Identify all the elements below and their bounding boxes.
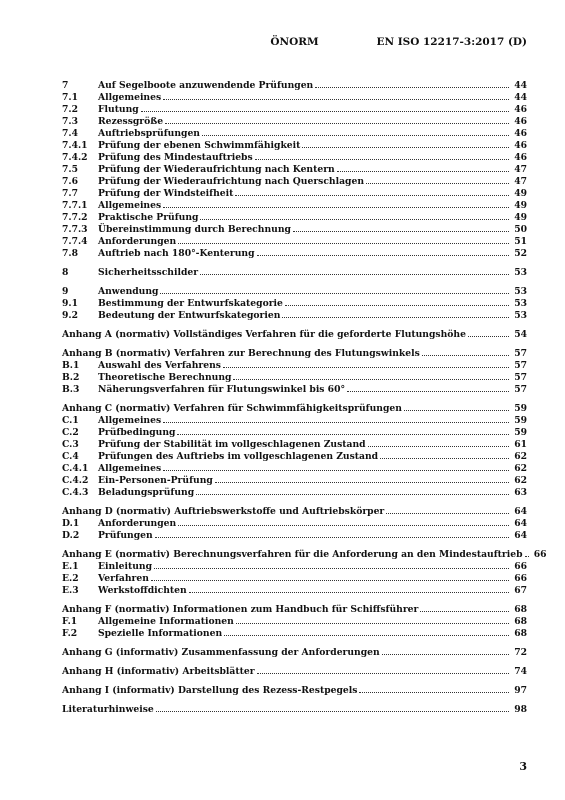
toc-entry-title: Spezielle Informationen — [98, 628, 223, 639]
toc-entry-title: Prüfbedingung — [98, 427, 176, 438]
toc-entry-page: 57 — [514, 360, 527, 371]
toc-entry[interactable] — [62, 247, 527, 259]
toc-leader-dots — [368, 438, 509, 447]
toc-entry-number: C.4.3 — [62, 487, 89, 498]
toc-entry-title: Anhang E (normativ) Berechnungsverfahren für die Anforderung an den Mindestauftrieb — [62, 549, 523, 560]
toc-entry-number: 7.4.2 — [62, 152, 88, 163]
toc-entry-title: Anhang A (normativ) Vollständiges Verfahren für die geforderte Flutungshöhe — [62, 329, 466, 340]
toc-leader-dots — [404, 402, 509, 411]
toc-entry[interactable] — [62, 548, 547, 560]
toc-entry-title: Anforderungen — [98, 236, 177, 247]
toc-entry-number: 7.8 — [62, 248, 78, 259]
toc-entry-title: Anhang C (normativ) Verfahren für Schwimmfähigkeitsprüfungen — [62, 403, 402, 414]
toc-entry-page: 49 — [514, 188, 527, 199]
toc-entry-page: 57 — [514, 348, 527, 359]
toc-entry[interactable] — [62, 163, 527, 175]
toc-entry-number: 7.1 — [62, 92, 78, 103]
toc-entry-title: Näherungsverfahren für Flutungswinkel bis 60° — [98, 384, 346, 395]
toc-entry-page: 50 — [514, 224, 527, 235]
toc-entry-title: Prüfung der Wiederaufrichtung nach Kentern — [98, 164, 335, 175]
toc-entry-number: E.1 — [62, 561, 79, 572]
toc-entry-title: Prüfung der Wiederaufrichtung nach Querschlagen — [98, 176, 365, 187]
toc-entry[interactable] — [62, 560, 527, 572]
toc-entry-page: 52 — [514, 248, 527, 259]
toc-leader-dots — [347, 383, 509, 392]
toc-leader-dots — [178, 235, 509, 244]
toc-leader-dots — [160, 285, 509, 294]
toc-entry-title: Allgemeines — [98, 463, 162, 474]
toc-entry[interactable] — [62, 684, 527, 696]
toc-leader-dots — [525, 548, 529, 557]
toc-entry-page: 46 — [514, 152, 527, 163]
toc-entry-page: 67 — [514, 585, 527, 596]
toc-entry-title: Literaturhinweise — [62, 704, 154, 715]
toc-entry[interactable] — [62, 223, 527, 235]
toc-leader-dots — [141, 103, 509, 112]
toc-entry-page: 49 — [514, 212, 527, 223]
toc-leader-dots — [178, 517, 509, 526]
toc-entry-page: 66 — [514, 573, 527, 584]
toc-entry-page: 57 — [514, 372, 527, 383]
toc-entry-page: 62 — [514, 475, 527, 486]
toc-entry-page: 66 — [514, 561, 527, 572]
toc-leader-dots — [386, 505, 509, 514]
toc-entry-title: Bedeutung der Entwurfskategorien — [98, 310, 281, 321]
toc-leader-dots — [202, 127, 509, 136]
toc-entry-title: Verfahren — [98, 573, 149, 584]
toc-entry-title: Prüfung der Windsteifheit — [98, 188, 234, 199]
toc-entry[interactable] — [62, 603, 527, 615]
toc-entry-title: Allgemeines — [98, 200, 162, 211]
toc-entry-page: 46 — [514, 116, 527, 127]
toc-leader-dots — [285, 297, 509, 306]
toc-entry[interactable] — [62, 517, 527, 529]
toc-leader-dots — [165, 115, 509, 124]
toc-entry-title: Anhang D (normativ) Auftriebswerkstoffe und Auftriebskörper — [62, 506, 385, 517]
toc-entry-title: Bestimmung der Entwurfskategorie — [98, 298, 283, 309]
toc-entry-number: B.1 — [62, 360, 80, 371]
toc-leader-dots — [420, 603, 509, 612]
toc-entry-page: 72 — [514, 647, 527, 658]
toc-entry-number: C.4.1 — [62, 463, 89, 474]
toc-entry-page: 66 — [533, 549, 547, 560]
toc-entry-number: B.3 — [62, 384, 80, 395]
toc-entry-title: Auftriebsprüfungen — [98, 128, 200, 139]
toc-leader-dots — [154, 560, 509, 569]
toc-entry-title: Beladungsprüfung — [98, 487, 195, 498]
toc-entry-page: 46 — [514, 104, 527, 115]
toc-leader-dots — [366, 175, 509, 184]
toc-entry-page: 64 — [514, 530, 527, 541]
toc-entry-number: 7.7 — [62, 188, 78, 199]
toc-leader-dots — [380, 450, 509, 459]
toc-entry-number: 7.7.4 — [62, 236, 88, 247]
toc-leader-dots — [163, 91, 509, 100]
toc-leader-dots — [163, 199, 509, 208]
toc-entry[interactable] — [62, 414, 527, 426]
toc-entry-number: 7.2 — [62, 104, 78, 115]
toc-entry-number: 7.4.1 — [62, 140, 88, 151]
page-number: 3 — [519, 760, 527, 773]
toc-entry-page: 62 — [514, 451, 527, 462]
toc-entry[interactable] — [62, 462, 527, 474]
toc-leader-dots — [163, 462, 509, 471]
toc-entry-number: 9 — [62, 286, 69, 297]
toc-entry-title: Werkstoffdichten — [98, 585, 187, 596]
toc-entry-page: 59 — [514, 415, 527, 426]
toc-entry[interactable] — [62, 383, 527, 395]
toc-leader-dots — [315, 79, 509, 88]
toc-entry[interactable] — [62, 646, 527, 658]
toc-entry-title: Prüfung der ebenen Schwimmfähigkeit — [98, 140, 301, 151]
toc-entry-title: Anhang H (informativ) Arbeitsblätter — [62, 666, 255, 677]
toc-entry[interactable] — [62, 211, 527, 223]
toc-entry-page: 47 — [514, 176, 527, 187]
toc-entry[interactable] — [62, 328, 527, 340]
toc-entry-number: C.4.2 — [62, 475, 89, 486]
toc-entry[interactable] — [62, 627, 527, 639]
toc-leader-dots — [224, 627, 509, 636]
toc-entry[interactable] — [62, 266, 527, 278]
page-header — [62, 36, 527, 52]
toc-leader-dots — [189, 584, 509, 593]
toc-entry-number: 7 — [62, 80, 69, 91]
header-standard-body: ÖNORM — [270, 36, 319, 48]
toc-entry-title: Allgemeines — [98, 415, 162, 426]
toc-entry-title: Anhang B (normativ) Verfahren zur Berechnung des Flutungswinkels — [62, 348, 420, 359]
toc-leader-dots — [215, 474, 509, 483]
toc-entry-title: Einleitung — [98, 561, 153, 572]
toc-entry[interactable] — [62, 79, 527, 91]
toc-entry-number: 7.4 — [62, 128, 78, 139]
toc-entry-title: Auswahl des Verfahrens — [98, 360, 221, 371]
toc-entry-page: 64 — [514, 518, 527, 529]
toc-entry-title: Anwendung — [98, 286, 159, 297]
toc-leader-dots — [382, 646, 509, 655]
toc-entry-title: Theoretische Berechnung — [98, 372, 232, 383]
toc-leader-dots — [236, 615, 509, 624]
toc-entry-page: 63 — [514, 487, 527, 498]
toc-leader-dots — [233, 371, 509, 380]
toc-entry[interactable] — [62, 187, 527, 199]
toc-leader-dots — [302, 139, 509, 148]
toc-entry-page: 44 — [514, 92, 527, 103]
toc-leader-dots — [282, 309, 509, 318]
toc-entry-number: D.1 — [62, 518, 80, 529]
toc-entry-page: 53 — [514, 267, 527, 278]
toc-entry-number: 7.5 — [62, 164, 78, 175]
toc-entry[interactable] — [62, 505, 527, 517]
toc-leader-dots — [255, 151, 509, 160]
header-document-id: EN ISO 12217-3:2017 (D) — [376, 36, 527, 48]
toc-entry-page: 46 — [514, 140, 527, 151]
toc-entry-page: 59 — [514, 427, 527, 438]
toc-entry-page: 74 — [514, 666, 527, 677]
toc-entry[interactable] — [62, 103, 527, 115]
toc-entry[interactable] — [62, 402, 527, 414]
toc-entry-page: 64 — [514, 506, 527, 517]
toc-entry[interactable] — [62, 297, 527, 309]
toc-leader-dots — [177, 426, 509, 435]
toc-entry-title: Auf Segelboote anzuwendende Prüfungen — [98, 80, 314, 91]
toc-entry-page: 44 — [514, 80, 527, 91]
toc-entry[interactable] — [62, 151, 527, 163]
toc-entry-page: 62 — [514, 463, 527, 474]
toc-entry[interactable] — [62, 572, 527, 584]
toc-entry-title: Anhang F (normativ) Informationen zum Handbuch für Schiffsführer — [62, 604, 419, 615]
toc-entry[interactable] — [62, 139, 527, 151]
toc-entry[interactable] — [62, 359, 527, 371]
toc-entry-page: 68 — [514, 604, 527, 615]
toc-entry[interactable] — [62, 285, 527, 297]
toc-entry[interactable] — [62, 529, 527, 541]
toc-leader-dots — [337, 163, 509, 172]
toc-entry[interactable] — [62, 371, 527, 383]
toc-entry-page: 49 — [514, 200, 527, 211]
toc-leader-dots — [163, 414, 509, 423]
toc-entry-number: C.1 — [62, 415, 79, 426]
toc-entry-page: 46 — [514, 128, 527, 139]
toc-entry-number: 7.6 — [62, 176, 78, 187]
toc-entry-number: B.2 — [62, 372, 80, 383]
toc-entry[interactable] — [62, 584, 527, 596]
toc-entry-title: Auftrieb nach 180°-Kenterung — [98, 248, 255, 259]
toc-entry[interactable] — [62, 91, 527, 103]
toc-entry-title: Prüfungen des Auftriebs im vollgeschlagenen Zustand — [98, 451, 379, 462]
toc-entry-page: 47 — [514, 164, 527, 175]
toc-leader-dots — [235, 187, 509, 196]
toc-entry-page: 61 — [514, 439, 527, 450]
toc-entry-title: Prüfung der Stabilität im vollgeschlagenen Zustand — [98, 439, 366, 450]
toc-entry[interactable] — [62, 703, 527, 715]
toc-entry[interactable] — [62, 438, 527, 450]
toc-entry-title: Allgemeines — [98, 92, 162, 103]
toc-entry[interactable] — [62, 486, 527, 498]
toc-leader-dots — [257, 665, 509, 674]
toc-entry-title: Übereinstimmung durch Berechnung — [98, 224, 291, 235]
toc-entry-page: 53 — [514, 310, 527, 321]
toc-entry[interactable] — [62, 426, 527, 438]
toc-entry-number: F.1 — [62, 616, 78, 627]
toc-entry-page: 53 — [514, 286, 527, 297]
toc-entry-number: 7.7.2 — [62, 212, 88, 223]
toc-leader-dots — [223, 359, 509, 368]
toc-entry[interactable] — [62, 175, 527, 187]
toc-entry-number: 8 — [62, 267, 69, 278]
toc-entry[interactable] — [62, 450, 527, 462]
toc-entry-title: Prüfungen — [98, 530, 153, 541]
toc-entry-page: 51 — [514, 236, 527, 247]
toc-entry-title: Anhang G (informativ) Zusammenfassung der Anforderungen — [62, 647, 380, 658]
toc-leader-dots — [200, 266, 509, 275]
toc-entry-number: E.3 — [62, 585, 79, 596]
toc-entry[interactable] — [62, 347, 527, 359]
toc-leader-dots — [359, 684, 509, 693]
toc-entry-number: 9.2 — [62, 310, 78, 321]
toc-entry[interactable] — [62, 235, 527, 247]
toc-entry[interactable] — [62, 127, 527, 139]
toc-entry-page: 57 — [514, 384, 527, 395]
toc-entry-title: Anforderungen — [98, 518, 177, 529]
toc-entry-number: 7.7.1 — [62, 200, 88, 211]
toc-entry-number: C.4 — [62, 451, 79, 462]
toc-entry-number: F.2 — [62, 628, 78, 639]
toc-entry-number: E.2 — [62, 573, 79, 584]
toc-entry-number: C.2 — [62, 427, 79, 438]
toc-entry-number: 9.1 — [62, 298, 78, 309]
toc-entry-page: 59 — [514, 403, 527, 414]
toc-entry-page: 68 — [514, 628, 527, 639]
toc-entry[interactable] — [62, 615, 527, 627]
toc-entry-number: D.2 — [62, 530, 80, 541]
toc-entry-title: Ein-Personen-Prüfung — [98, 475, 213, 486]
toc-entry-page: 98 — [514, 704, 527, 715]
toc-entry-number: 7.3 — [62, 116, 78, 127]
toc-leader-dots — [196, 486, 509, 495]
toc-entry-number: C.3 — [62, 439, 79, 450]
toc-entry[interactable] — [62, 474, 527, 486]
toc-entry[interactable] — [62, 309, 527, 321]
toc-leader-dots — [293, 223, 509, 232]
toc-entry-title: Rezessgröße — [98, 116, 164, 127]
toc-leader-dots — [156, 703, 509, 712]
toc-leader-dots — [468, 328, 509, 337]
toc-leader-dots — [257, 247, 509, 256]
toc-entry[interactable] — [62, 199, 527, 211]
toc-leader-dots — [155, 529, 509, 538]
toc-entry-title: Sicherheitsschilder — [98, 267, 199, 278]
toc-entry-title: Flutung — [98, 104, 139, 115]
toc-entry-number: 7.7.3 — [62, 224, 88, 235]
toc-entry-page: 53 — [514, 298, 527, 309]
toc-leader-dots — [151, 572, 509, 581]
toc-entry-title: Allgemeine Informationen — [98, 616, 234, 627]
toc-entry-title: Prüfung des Mindestauftriebs — [98, 152, 253, 163]
toc-entry-title: Anhang I (informativ) Darstellung des Rezess-Restpegels — [62, 685, 358, 696]
toc-entry-page: 54 — [514, 329, 527, 340]
toc-entry-title: Praktische Prüfung — [98, 212, 199, 223]
toc-leader-dots — [422, 347, 509, 356]
toc-leader-dots — [200, 211, 509, 220]
toc-entry[interactable] — [62, 665, 527, 677]
toc-entry-page: 68 — [514, 616, 527, 627]
toc-entry-page: 97 — [514, 685, 527, 696]
toc-entry[interactable] — [62, 115, 527, 127]
